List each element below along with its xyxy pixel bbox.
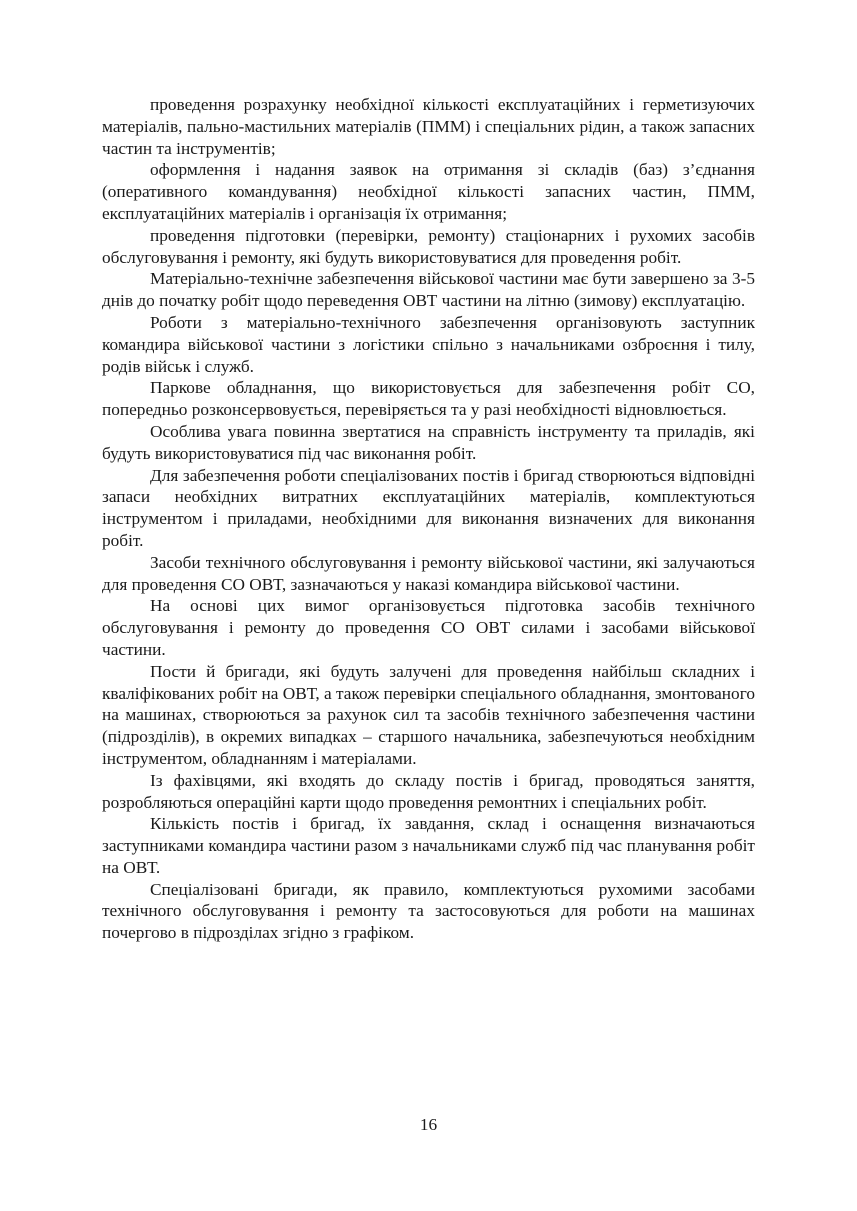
paragraph: Особлива увага повинна звертатися на справність інструменту та приладів, які будуть використовуватися під час виконання робіт. [102, 421, 755, 463]
paragraph: проведення розрахунку необхідної кількості експлуатаційних і герметизуючих матеріалів, пально-мастильних матеріалів (ПММ) і спеціальних рідин, а також запасних частин та інструментів; [102, 95, 755, 158]
paragraph: проведення підготовки (перевірки, ремонту) стаціонарних і рухомих засобів обслуговування і ремонту, які будуть використовуватися для проведення робіт. [102, 225, 755, 267]
paragraph: Пости й бригади, які будуть залучені для проведення найбільш складних і кваліфікованих робіт на ОВТ, а також перевірки спеціального обладнання, змонтованого на машинах, створюються за рахунок сил та засобів технічного забезпечення частини (підрозділів), в окремих випадках – старшого начальника, забезпечуються необхідним інструментом, обладнанням і матеріалами. [102, 661, 755, 768]
paragraph: Роботи з матеріально-технічного забезпечення організовують заступник командира військової частини з логістики спільно з начальниками озброєння і тилу, родів військ і служб. [102, 312, 755, 376]
paragraph: Спеціалізовані бригади, як правило, комплектуються рухомими засобами технічного обслуговування і ремонту та застосовуються для роботи на машинах почергово в підрозділах згідно з графіком. [102, 879, 755, 943]
body-text [102, 94, 755, 944]
paragraph: Матеріально-технічне забезпечення військової частини має бути завершено за 3-5 днів до початку робіт щодо переведення ОВТ частини на літню (зимову) експлуатацію. [102, 269, 755, 311]
paragraph: Паркове обладнання, що використовується для забезпечення робіт СО, попередньо розконсервовується, перевіряється та у разі необхідності відновлюється. [102, 378, 755, 420]
paragraph: Із фахівцями, які входять до складу постів і бригад, проводяться заняття, розробляються операційні карти щодо проведення ремонтних і спеціальних робіт. [102, 770, 755, 812]
paragraph: оформлення і надання заявок на отримання зі складів (баз) з’єднання (оперативного командування) необхідної кількості запасних частин, ПММ, експлуатаційних матеріалів і організація їх отримання; [102, 160, 755, 223]
paragraph: Кількість постів і бригад, їх завдання, склад і оснащення визначаються заступниками командира частини разом з начальниками служб під час планування робіт на ОВТ. [102, 814, 755, 877]
paragraph: Для забезпечення роботи спеціалізованих постів і бригад створюються відповідні запаси необхідних витратних експлуатаційних матеріалів, комплектуються інструментом і приладами, необхідними для виконання визначених для виконання робіт. [102, 465, 755, 550]
paragraph: Засоби технічного обслуговування і ремонту військової частини, які залучаються для проведення СО ОВТ, зазначаються у наказі командира військової частини. [102, 552, 755, 594]
paragraph: На основі цих вимог організовується підготовка засобів технічного обслуговування і ремонту до проведення СО ОВТ силами і засобами військової частини. [102, 596, 755, 659]
page-number: 16 [419, 1115, 438, 1134]
